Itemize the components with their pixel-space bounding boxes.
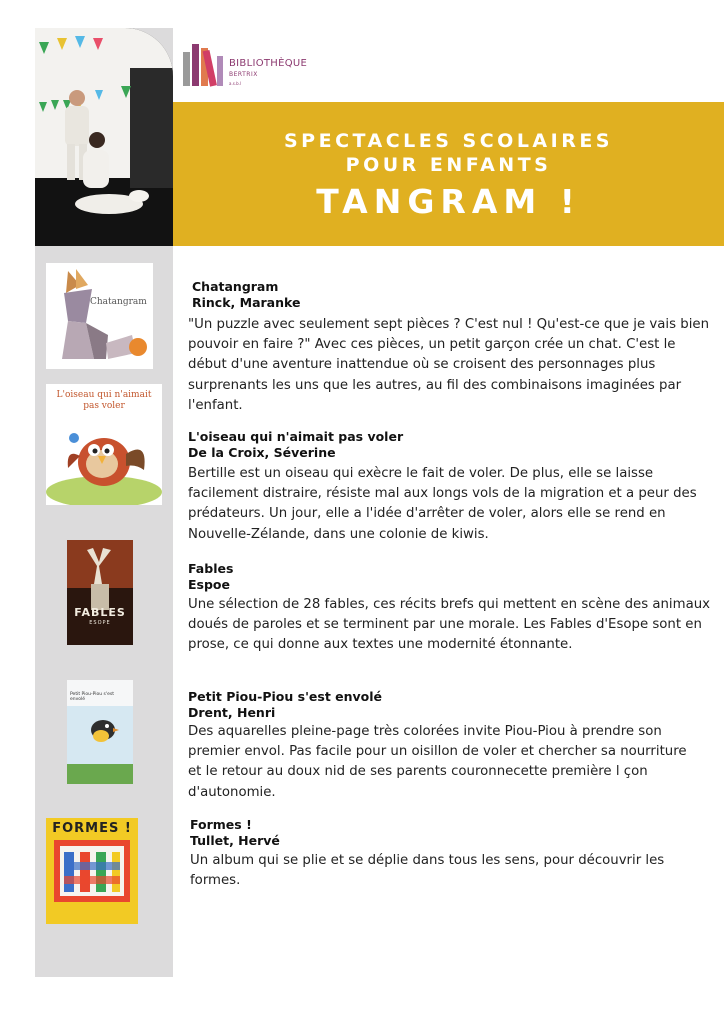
logo-line2: BERTRIX xyxy=(229,71,258,78)
cover-title: L'oiseau qui n'aimait pas voler xyxy=(56,390,152,411)
book-description: Des aquarelles pleine-page très colorées invite Piou-Piou à prendre son premier envol. Pas facile pour un oisillon de voler et chercher sa nourriture et le retour au doux nid de ses parents couronnecette première l çon d'autonomie. xyxy=(188,724,687,800)
cover-title: Petit Piou-Piou s'est envolé xyxy=(70,692,114,702)
book-description: Bertille est un oiseau qui exècre le fait de voler. De plus, elle se laisse facilement distraire, résiste mal aux longs vols de la migration et a peur des prédateurs. Un jour, elle a l'idée d'arrêter de voler, alors elle se rend en Nouvelle-Zélande, dans une colonie de kiwis. xyxy=(188,466,697,542)
book-title: Formes ! xyxy=(190,817,252,832)
book-cover-oiseau xyxy=(46,384,162,505)
page-title: TANGRAM ! xyxy=(316,182,581,221)
performance-photo xyxy=(35,28,173,246)
cover-title: Chatangram xyxy=(90,297,147,307)
book-description: Une sélection de 28 fables, ces récits brefs qui mettent en scène des animaux doués de paroles et se terminent par une morale. Les Fables d'Esope sont en prose, ce qui donne aux textes une modernité étonnante. xyxy=(188,597,711,653)
cover-title: FORMES ! xyxy=(52,821,132,836)
book-author: Drent, Henri xyxy=(188,705,276,720)
book-title: Fables xyxy=(188,561,234,576)
header-subtitle-line1: SPECTACLES SCOLAIRES xyxy=(283,130,613,152)
header-band xyxy=(173,102,724,246)
book-title: Petit Piou-Piou s'est envolé xyxy=(188,689,383,704)
header-subtitle-line2: POUR ENFANTS xyxy=(345,154,552,176)
book-description: "Un puzzle avec seulement sept pièces ? C'est nul ! Qu'est-ce que je vais bien pouvoir en faire ?" Avec ces pièces, un petit garçon crée un chat. C'est le début d'une aventure inattendue où se croisent des personnages plus surprenants les uns que les autres, au fil des combinaisons imaginées par l'enfant. xyxy=(188,317,710,413)
book-author: Rinck, Maranke xyxy=(192,295,301,310)
book-title: Chatangram xyxy=(192,279,279,294)
logo-line1: BIBLIOTHÈQUE xyxy=(229,58,308,69)
cover-title: FABLES xyxy=(74,606,126,619)
book-author: Espoe xyxy=(188,577,230,592)
book-cover-chatangram xyxy=(46,263,153,369)
book-author: Tullet, Hervé xyxy=(190,833,280,848)
cover-subtitle: ESOPE xyxy=(89,620,111,626)
logo-line3: a.s.b.l xyxy=(229,81,241,86)
book-description: Un album qui se plie et se déplie dans tous les sens, pour découvrir les formes. xyxy=(190,853,665,889)
library-logo xyxy=(183,40,323,90)
book-author: De la Croix, Séverine xyxy=(188,445,336,460)
book-cover-piou-piou xyxy=(67,680,133,784)
book-cover-formes xyxy=(46,818,138,924)
book-title: L'oiseau qui n'aimait pas voler xyxy=(188,429,404,444)
book-cover-fables xyxy=(67,540,133,645)
